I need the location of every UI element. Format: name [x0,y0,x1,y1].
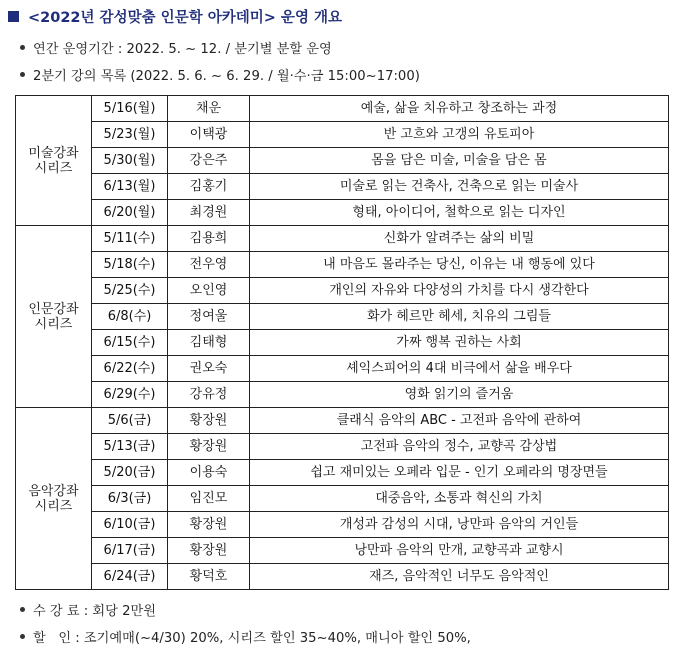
lecture-date: 5/18(수) [92,252,168,278]
table-row [16,252,669,278]
lecturer-name: 황장원 [168,538,250,564]
lecture-title: 신화가 알려주는 삶의 비밀 [250,226,669,252]
table-row [16,564,669,590]
bullet-dot-icon [20,72,25,77]
lecture-date: 5/11(수) [92,226,168,252]
series-name-cell [16,226,92,408]
lecturer-name: 권오숙 [168,356,250,382]
table-row [16,148,669,174]
lecture-title: 영화 읽기의 즐거움 [250,382,669,408]
table-row [16,278,669,304]
lecture-date: 5/25(수) [92,278,168,304]
lecturer-name: 채운 [168,96,250,122]
lecture-date: 6/10(금) [92,512,168,538]
lecture-title: 개성과 감성의 시대, 낭만파 음악의 거인들 [250,512,669,538]
table-row [16,330,669,356]
footer-discount [20,625,471,647]
series-name-line2: 시리즈 [34,498,73,514]
table-row [16,512,669,538]
table-row [16,200,669,226]
lecture-title: 가짜 행복 권하는 사회 [250,330,669,356]
lecturer-name: 강유정 [168,382,250,408]
lecturer-name: 황장원 [168,512,250,538]
lecture-title: 예술, 삶을 치유하고 창조하는 과정 [250,96,669,122]
lecture-title: 화가 헤르만 헤세, 치유의 그림들 [250,304,669,330]
lecturer-name: 김용희 [168,226,250,252]
lecture-title: 몸을 담은 미술, 미술을 담은 몸 [250,148,669,174]
table-row [16,226,669,252]
lecture-title: 낭만파 음악의 만개, 교향곡과 교향시 [250,538,669,564]
lecturer-name: 김홍기 [168,174,250,200]
lecture-date: 5/20(금) [92,460,168,486]
overview-q2-list [20,63,420,85]
table-row [16,174,669,200]
table-row [16,460,669,486]
lecturer-name: 전우영 [168,252,250,278]
document-title-text: <2022년 감성맞춤 인문학 아카데미> 운영 개요 [28,9,343,26]
lecture-title: 재즈, 음악적인 너무도 음악적인 [250,564,669,590]
table-row [16,96,669,122]
lecture-title: 형태, 아이디어, 철학으로 읽는 디자인 [250,200,669,226]
lecturer-name: 이용숙 [168,460,250,486]
overview-q2-list-text: 2분기 강의 목록 (2022. 5. 6. ~ 6. 29. / 월·수·금 15:00~17:00) [33,68,420,84]
lecture-date: 6/22(수) [92,356,168,382]
lecture-date: 5/13(금) [92,434,168,460]
series-name-line1: 미술강좌 [28,145,79,161]
lecture-date: 6/24(금) [92,564,168,590]
lecture-date: 6/8(수) [92,304,168,330]
footer-fee [20,598,156,620]
footer-discount-text: 할 인 : 조기예매(~4/30) 20%, 시리즈 할인 35~40%, 매니아 할인 50%, [33,630,471,646]
lecture-title: 쉽고 재미있는 오페라 입문 - 인기 오페라의 명장면들 [250,460,669,486]
lecture-date: 6/13(월) [92,174,168,200]
series-name-line1: 인문강좌 [28,301,79,317]
table-row [16,538,669,564]
table-row [16,408,669,434]
table-row [16,122,669,148]
lecturer-name: 황덕호 [168,564,250,590]
lecturer-name: 황장원 [168,408,250,434]
lecture-title: 미술로 읽는 건축사, 건축으로 읽는 미술사 [250,174,669,200]
table-row [16,486,669,512]
lecturer-name: 이택광 [168,122,250,148]
lecturer-name: 임진모 [168,486,250,512]
series-name-line1: 음악강좌 [28,483,79,499]
table-row [16,434,669,460]
lecture-date: 6/20(월) [92,200,168,226]
lecture-title: 반 고흐와 고갱의 유토피아 [250,122,669,148]
table-row [16,356,669,382]
lecture-date: 6/17(금) [92,538,168,564]
lecture-title: 개인의 자유와 다양성의 가치를 다시 생각한다 [250,278,669,304]
series-name-cell [16,96,92,226]
lecturer-name: 강은주 [168,148,250,174]
lecture-date: 6/15(수) [92,330,168,356]
lecturer-name: 김태형 [168,330,250,356]
lecturer-name: 황장원 [168,434,250,460]
series-name-line2: 시리즈 [34,160,73,176]
lecture-date: 5/30(월) [92,148,168,174]
square-bullet-icon [8,11,19,22]
lecture-title: 셰익스피어의 4대 비극에서 삶을 배우다 [250,356,669,382]
lecturer-name: 최경원 [168,200,250,226]
lecture-title: 내 마음도 몰라주는 당신, 이유는 내 행동에 있다 [250,252,669,278]
bullet-dot-icon [20,45,25,50]
lecture-date: 6/29(수) [92,382,168,408]
overview-period [20,36,332,58]
series-name-line2: 시리즈 [34,316,73,332]
series-name-cell [16,408,92,590]
bullet-dot-icon [20,607,25,612]
overview-period-text: 연간 운영기간 : 2022. 5. ~ 12. / 분기별 분할 운영 [33,41,332,57]
lecture-title: 클래식 음악의 ABC - 고전파 음악에 관하여 [250,408,669,434]
lecture-date: 6/3(금) [92,486,168,512]
table-row [16,382,669,408]
footer-fee-text: 수 강 료 : 회당 2만원 [33,603,156,619]
lecture-title: 대중음악, 소통과 혁신의 가치 [250,486,669,512]
lecturer-name: 정여울 [168,304,250,330]
lecture-schedule-table [15,95,669,590]
lecture-date: 5/23(월) [92,122,168,148]
lecture-title: 고전파 음악의 정수, 교향곡 감상법 [250,434,669,460]
table-row [16,304,669,330]
bullet-dot-icon [20,634,25,639]
document-title [6,4,342,28]
lecturer-name: 오인영 [168,278,250,304]
lecture-date: 5/6(금) [92,408,168,434]
lecture-date: 5/16(월) [92,96,168,122]
